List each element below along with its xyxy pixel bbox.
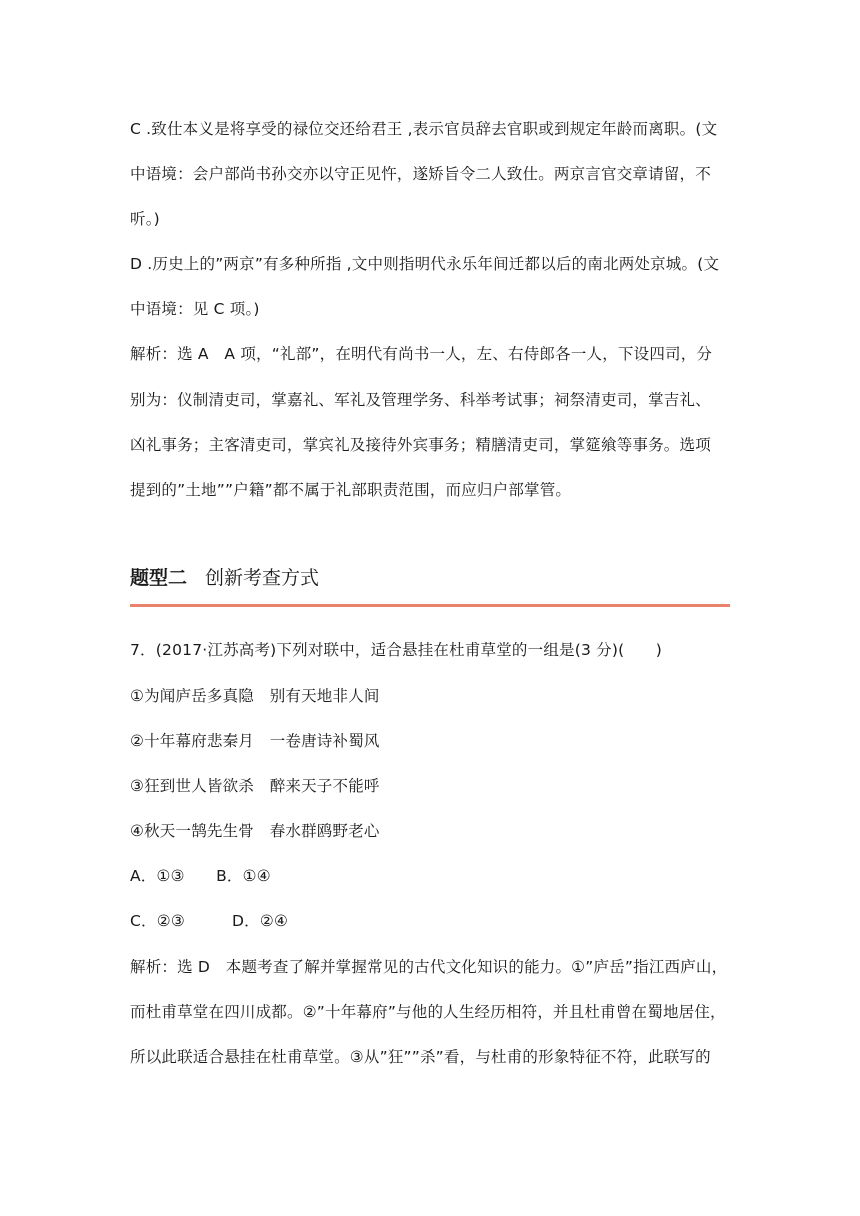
analysis-d-line-2: 而杜甫草堂在四川成都。②”十年幕府”与他的人生经历相符，并且杜甫曾在蜀地居住，	[130, 1003, 726, 1021]
couplet-2: ②十年幕府悲秦月 一卷唐诗补蜀风	[130, 732, 380, 750]
option-c-line-3: 听。)	[130, 210, 160, 228]
analysis-a-line-4: 提到的”土地””户籍”都不属于礼部职责范围，而应归户部掌管。	[130, 481, 572, 499]
analysis-d-line-3: 所以此联适合悬挂在杜甫草堂。③从”狂””杀”看，与杜甫的形象特征不符，此联写的	[130, 1048, 711, 1066]
couplet-3: ③狂到世人皆欲杀 醉来天子不能呼	[130, 777, 380, 795]
answer-options-row-1: A．①③ B．①④	[130, 867, 271, 885]
couplet-1: ①为闻庐岳多真隐 别有天地非人间	[130, 687, 380, 705]
option-c-line-2: 中语境：会户部尚书孙交亦以守正见忤，遂矫旨令二人致仕。两京言官交章请留，不	[130, 165, 711, 183]
analysis-a-line-2: 别为：仪制清吏司，掌嘉礼、军礼及管理学务、科举考试事；祠祭清吏司，掌吉礼、	[130, 391, 711, 409]
option-c-line-1: C .致仕本义是将享受的禄位交还给君王 ,表示官员辞去官职或到规定年龄而离职。(文	[130, 120, 718, 138]
couplet-4: ④秋天一鹄先生骨 春水群鸥野老心	[130, 822, 380, 840]
option-d-line-2: 中语境：见 C 项。)	[130, 300, 260, 318]
answer-options-row-2: C．②③ D．②④	[130, 912, 289, 930]
option-d-line-1: D .历史上的”两京”有多种所指 ,文中则指明代永乐年间迁都以后的南北两处京城。(文	[130, 255, 720, 273]
section-heading	[130, 564, 319, 592]
section-label: 题型二	[130, 567, 188, 589]
analysis-a-line-1: 解析：选 A A 项，“礼部”，在明代有尚书一人，左、右侍郎各一人，下设四司，分	[130, 345, 713, 363]
question-stem: 7．(2017·江苏高考)下列对联中，适合悬挂在杜甫草堂的一组是(3 分)( )	[130, 641, 663, 659]
analysis-d-line-1: 解析：选 D 本题考查了解并掌握常见的古代文化知识的能力。①”庐岳”指江西庐山，	[130, 958, 728, 976]
section-title: 创新考查方式	[205, 567, 320, 589]
analysis-a-line-3: 凶礼事务；主客清吏司，掌宾礼及接待外宾事务；精膳清吏司，掌筵飨等事务。选项	[130, 436, 711, 454]
section-divider	[130, 604, 730, 607]
